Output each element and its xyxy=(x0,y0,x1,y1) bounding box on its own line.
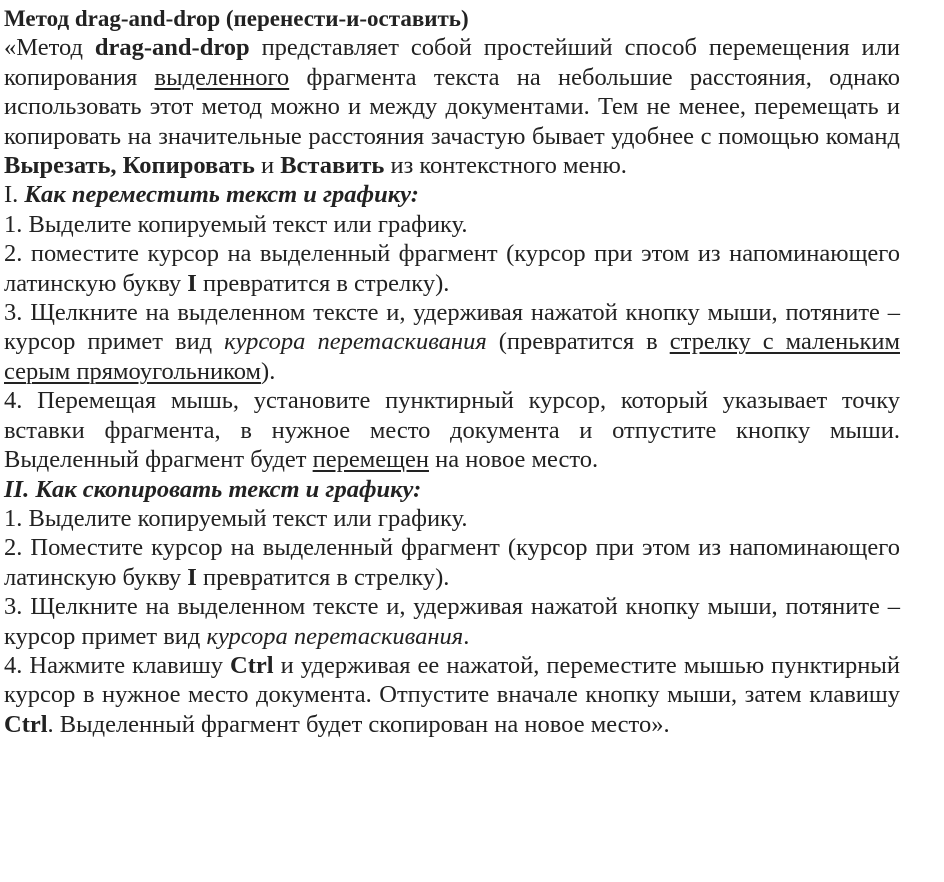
step-letter: I xyxy=(187,269,197,297)
step-italic: курсора перетаскивания xyxy=(206,622,464,650)
step-italic: курсора перетаскивания xyxy=(224,328,487,356)
intro-text: фрагмента текста на небольшие расстояния, однако использовать этот метод можно и между документами. Тем не менее, перемещать и копировать на значительные расстояния зачастую бывает удобнее с помощью команд xyxy=(4,63,900,150)
step-text: на новое место. xyxy=(428,446,599,474)
section2-heading xyxy=(4,475,900,504)
intro-text: «Метод xyxy=(4,34,95,62)
step-text: 3. Щелкните на выделенном тексте и, удерживая нажатой кнопку мыши, потяните – курсор примет вид xyxy=(4,299,900,356)
section1-heading xyxy=(4,180,900,209)
intro-text: из контекстного меню. xyxy=(384,152,627,180)
step-text: 4. Нажмите клавишу xyxy=(4,651,231,679)
intro-command-cut-copy: Вырезать, Копировать xyxy=(4,152,255,180)
section2-step3 xyxy=(4,592,900,651)
intro-command-paste: Вставить xyxy=(280,152,385,180)
step-text: 2. поместите курсор на выделенный фрагмент (курсор при этом из напоминающего латинскую букву xyxy=(4,240,900,297)
step-text: и удерживая ее нажатой, переместите мышью пунктирный курсор в нужное место документа. Отпустите вначале кнопку мыши, затем клавишу xyxy=(4,651,900,709)
section2-step1: 1. Выделите копируемый текст или графику. xyxy=(4,504,468,532)
step-key-ctrl: Ctrl xyxy=(4,710,48,738)
section1-number: I. xyxy=(4,181,25,209)
step-text: ). xyxy=(261,357,276,385)
section1-step1: 1. Выделите копируемый текст или графику. xyxy=(4,210,468,238)
section2-number: II. xyxy=(4,475,36,503)
step-text: . Выделенный фрагмент будет скопирован на новое место». xyxy=(47,710,670,738)
intro-paragraph xyxy=(4,33,900,180)
intro-text: представляет собой простейший способ перемещения или копирования xyxy=(4,34,900,91)
intro-term: drag-and-drop xyxy=(94,34,250,62)
step-text: (превратится в xyxy=(486,328,670,356)
section1-step2 xyxy=(4,239,900,298)
section2-step2 xyxy=(4,533,900,592)
step-text: превратится в стрелку). xyxy=(196,563,450,591)
section2-step4 xyxy=(4,651,900,739)
step-text: 2. Поместите курсор на выделенный фрагмент (курсор при этом из напоминающего латинскую букву xyxy=(4,534,900,591)
step-letter: I xyxy=(187,563,197,591)
section1-heading-text: Как переместить текст и графику: xyxy=(24,181,419,209)
step-text: 3. Щелкните на выделенном тексте и, удерживая нажатой кнопку мыши, потяните – курсор примет вид xyxy=(4,593,900,650)
step-text: 4. Перемещая мышь, установите пунктирный курсор, который указывает точку вставки фрагмента, в нужное место документа и отпустите кнопку мыши. Выделенный фрагмент будет xyxy=(4,387,900,474)
step-text: превратится в стрелку). xyxy=(196,269,450,297)
step-text: . xyxy=(463,622,470,650)
step-underlined: стрелку с маленьким серым прямоугольником xyxy=(4,328,900,385)
step-underlined: перемещен xyxy=(312,446,429,474)
document-title: Метод drag-and-drop (перенести-и-оставить) xyxy=(4,6,469,31)
section2-heading-text: Как скопировать текст и графику: xyxy=(35,475,422,503)
section1-step3 xyxy=(4,298,900,386)
step-key-ctrl: Ctrl xyxy=(230,651,274,679)
section1-step4 xyxy=(4,386,900,474)
intro-text: и xyxy=(254,152,281,180)
document-body xyxy=(4,4,900,739)
intro-underlined: выделенного xyxy=(154,63,290,91)
